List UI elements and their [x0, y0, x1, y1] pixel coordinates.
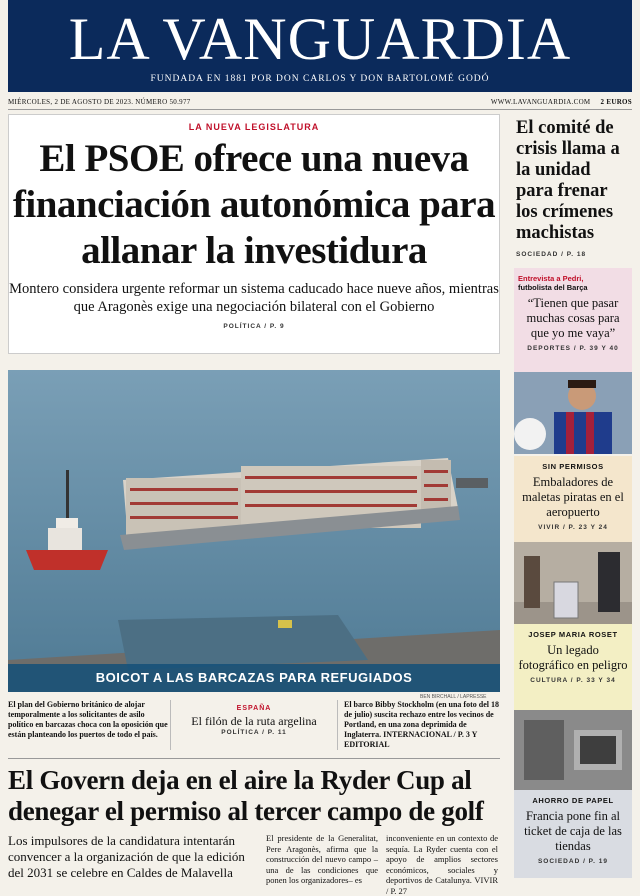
pedri-image: [514, 372, 632, 454]
ryder-cup-headline[interactable]: El Govern deja en el aire la Ryder Cup al denegar el permiso al tercer campo de golf: [8, 765, 484, 826]
card-kicker: SIN PERMISOS: [542, 462, 604, 471]
dateline: [8, 98, 632, 110]
card-kicker: AHORRO DE PAPEL: [532, 796, 614, 805]
lead-headline[interactable]: El PSOE ofrece una nueva financiación autonómica para allanar la investidura: [12, 137, 496, 272]
story-kicker: ESPAÑA: [236, 705, 272, 712]
sidebar-top-story[interactable]: [514, 112, 632, 264]
pedri-interview-card[interactable]: [514, 268, 632, 372]
roset-photo[interactable]: [514, 710, 632, 790]
harbour-image: [8, 370, 500, 692]
photo-story-text-left[interactable]: El plan del Gobierno británico de alojar temporalmente a los solicitantes de asilo político en barcazas choca con la oposición que están planteando los puertos de todo el país.: [8, 700, 168, 739]
card-kicker-red: Entrevista a Pedri,: [518, 274, 584, 283]
story-section-ref: POLÍTICA / P. 11: [221, 729, 287, 736]
card-kicker: JOSEP MARIA ROSET: [528, 630, 618, 639]
lead-section-ref: POLÍTICA / P. 9: [223, 323, 285, 330]
airport-image: [514, 542, 632, 624]
ryder-cup-body-2: inconveniente en un contexto de sequía. La Ryder cuenta con el apoyo de amplios sectores económicos, sociales y deportivos de Catalunya. VIVIR / P. 27: [386, 833, 498, 896]
card-section-ref: DEPORTES / P. 39 Y 40: [527, 345, 619, 352]
ryder-cup-body-1: El presidente de la Generalitat, Pere Aragonès, afirma que la construcción del nuevo campo –una de las condiciones que ponen los organizadores– es: [266, 833, 378, 885]
pedri-photo[interactable]: [514, 372, 632, 454]
lead-story[interactable]: [8, 114, 500, 354]
airport-photo[interactable]: [514, 542, 632, 624]
price: 2 EUROS: [600, 98, 632, 106]
sidebar-section-ref: SOCIEDAD / P. 18: [516, 251, 587, 258]
card-section-ref: CULTURA / P. 33 Y 34: [530, 677, 616, 684]
newspaper-logo[interactable]: LA VANGUARDIA: [68, 6, 572, 72]
founded-line: FUNDADA EN 1881 POR DON CARLOS Y DON BARTOLOMÉ GODÓ: [150, 74, 490, 84]
ticket-card[interactable]: [514, 790, 632, 878]
roset-card[interactable]: [514, 624, 632, 710]
photo-credit: BEN BIRCHALL / LAPRESSE: [420, 694, 487, 700]
maletas-card[interactable]: [514, 456, 632, 542]
card-kicker-black: futbolista del Barça: [518, 283, 588, 292]
barge-photo[interactable]: [8, 370, 500, 692]
lead-kicker: LA NUEVA LEGISLATURA: [188, 122, 320, 132]
story-title[interactable]: El filón de la ruta argelina: [191, 714, 317, 728]
masthead: [8, 0, 632, 92]
card-title[interactable]: Embaladores de maletas piratas en el aeropuerto: [522, 475, 624, 519]
card-quote[interactable]: “Tienen que pasar muchas cosas para que yo me vaya”: [526, 296, 620, 340]
website-link[interactable]: WWW.LAVANGUARDIA.COM: [490, 98, 591, 106]
card-kicker: [514, 268, 632, 292]
ryder-cup-story[interactable]: [8, 758, 500, 896]
lead-subhead: Montero considera urgente reformar un sistema caducado hace nueve años, mientras que Aragonès exige una negociación bilateral con el Gobierno: [9, 281, 499, 315]
photo-caption: BOICOT A LAS BARCAZAS PARA REFUGIADOS: [8, 664, 500, 692]
card-section-ref: SOCIEDAD / P. 19: [537, 858, 609, 865]
card-title[interactable]: Francia pone fin al ticket de caja de las tiendas: [524, 809, 622, 853]
ruta-argelina-story[interactable]: [170, 700, 338, 750]
issue-date: MIÉRCOLES, 2 DE AGOSTO DE 2023. NÚMERO 50.977: [8, 98, 191, 106]
photo-stories: [8, 700, 500, 750]
ryder-cup-deck: Los impulsores de la candidatura intentarán convencer a la organización de que la edición del 2031 se celebre en Caldes de Malavella: [8, 833, 245, 880]
sidebar-headline[interactable]: El comité de crisis llama a la unidad para frenar los crímenes machistas: [516, 118, 620, 243]
roset-image: [514, 710, 632, 790]
card-section-ref: VIVIR / P. 23 Y 24: [538, 524, 608, 531]
card-title[interactable]: Un legado fotográfico en peligro: [518, 643, 628, 672]
photo-story-text-right[interactable]: El barco Bibby Stockholm (en una foto del 18 de julio) suscita rechazo entre los vecinos de Portland, en una zona deprimida de Inglaterra. INTERNACIONAL / P. 3 Y EDITORIAL: [344, 700, 499, 749]
